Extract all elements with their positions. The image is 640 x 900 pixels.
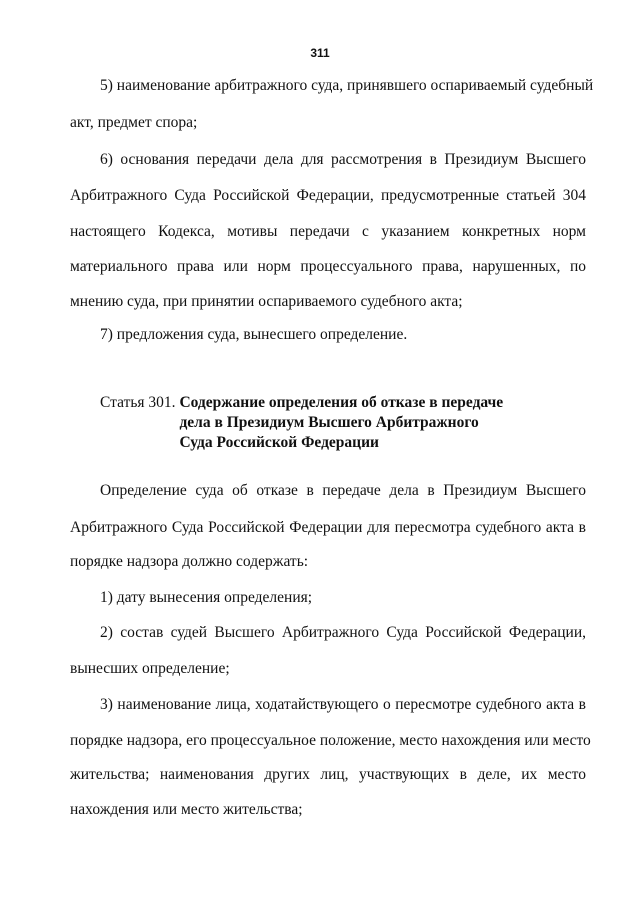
- text-line: 2) состав судей Высшего Арбитражного Суда Российской Федерации,: [100, 624, 586, 641]
- text-line: Определение суда об отказе в передаче дела в Президиум Высшего: [100, 482, 586, 499]
- article-title: [179, 393, 503, 453]
- article-title-line: Содержание определения об отказе в передаче: [179, 394, 504, 411]
- text-line: 6) основания передачи дела для рассмотрения в Президиум Высшего: [100, 151, 586, 168]
- article-label: Статья 301.: [100, 394, 176, 411]
- page-number: 311: [310, 46, 330, 60]
- article-heading: [100, 393, 503, 453]
- text-line: 3) наименование лица, ходатайствующего о пересмотре судебного акта в: [100, 696, 586, 713]
- article-title-line: Суда Российской Федерации: [179, 434, 379, 451]
- text-line: 5) наименование арбитражного суда, принявшего оспариваемый судебный: [100, 77, 594, 94]
- text-line: жительства; наименования других лиц, участвующих в деле, их место: [70, 766, 586, 783]
- text-line: материального права или норм процессуального права, нарушенных, по: [70, 258, 586, 275]
- text-line: мнению суда, при принятии оспариваемого судебного акта;: [70, 293, 463, 310]
- text-line: настоящего Кодекса, мотивы передачи с указанием конкретных норм: [70, 223, 586, 240]
- text-line: акт, предмет спора;: [70, 114, 198, 131]
- text-line: нахождения или место жительства;: [70, 801, 303, 818]
- text-line: порядке надзора должно содержать:: [70, 553, 309, 570]
- text-line: Арбитражного Суда Российской Федерации, предусмотренные статьей 304: [70, 187, 586, 204]
- text-line: Арбитражного Суда Российской Федерации для пересмотра судебного акта в: [70, 519, 586, 536]
- text-line: вынесших определение;: [70, 660, 230, 677]
- text-line: 7) предложения суда, вынесшего определение.: [100, 326, 408, 343]
- article-title-line: дела в Президиум Высшего Арбитражного: [179, 414, 479, 431]
- text-line: 1) дату вынесения определения;: [100, 589, 313, 606]
- text-line: порядке надзора, его процессуальное положение, место нахождения или место: [70, 732, 591, 749]
